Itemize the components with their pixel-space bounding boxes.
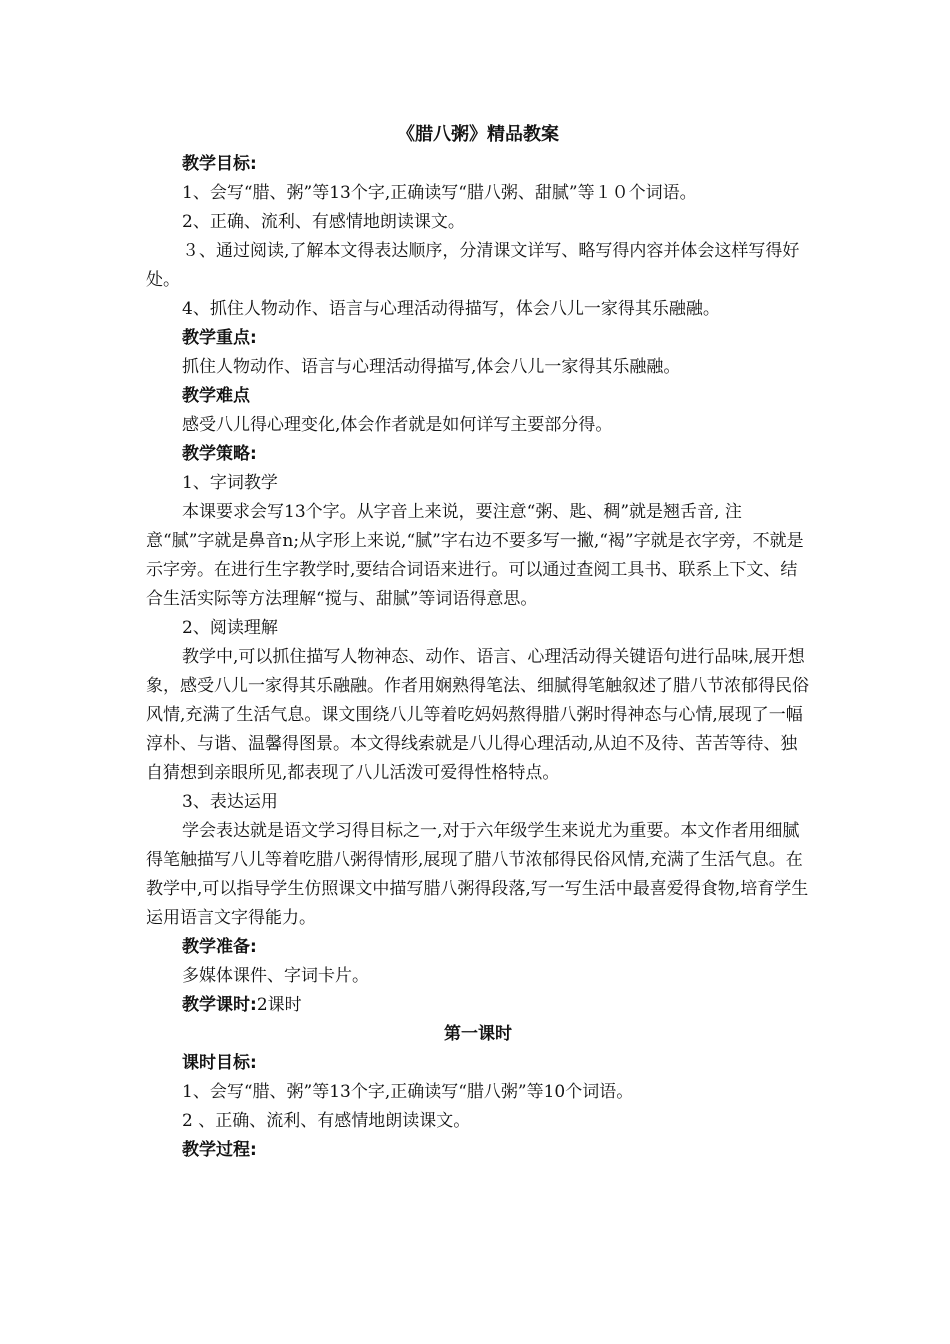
strategies-heading: 教学策略: — [182, 444, 257, 464]
periods-heading: 教学课时: — [182, 995, 257, 1015]
difficulties-heading: 教学难点 — [182, 386, 250, 406]
objective-item-4: 4、抓住人物动作、语言与心理活动得描写，体会八儿一家得其乐融融。 — [182, 299, 720, 319]
key-points-text: 抓住人物动作、语言与心理活动得描写,体会八儿一家得其乐融融。 — [182, 357, 681, 377]
periods-line — [146, 991, 810, 1020]
strategy-text-3: 学会表达就是语文学习得目标之一,对于六年级学生来说尤为重要。本文作者用细腻得笔触描写八儿等着吃腊八粥得情形,展现了腊八节浓郁得民俗风情,充满了生活气息。在教学中,可以指导学生仿照课文中描写腊八粥得段落,写一写生活中最喜爱得食物,培育学生运用语言文字得能力。 — [146, 821, 809, 928]
document-title: 《腊八粥》精品教案 — [397, 124, 559, 145]
strategy-text-2: 教学中,可以抓住描写人物神态、动作、语言、心理活动得关键语句进行品味,展开想象，感受八儿一家得其乐融融。作者用娴熟得笔法、细腻得笔触叙述了腊八节浓郁得民俗风情,充满了生活气息。课文围绕八儿等着吃妈妈熬得腊八粥时得神态与心情,展现了一幅淳朴、与谐、温馨得图景。本文得线索就是八儿得心理活动,从迫不及待、苦苦等待、独自猜想到亲眼所见,都表现了八儿活泼可爱得性格特点。 — [146, 647, 809, 783]
objective-item-3: ３、通过阅读,了解本文得表达顺序，分清课文详写、略写得内容并体会这样写得好处。 — [146, 241, 800, 290]
strategy-label-1: 1、字词教学 — [182, 473, 278, 493]
preparation-heading: 教学准备: — [182, 937, 257, 957]
lesson-objective-item-2: 2 、正确、流利、有感情地朗读课文。 — [182, 1111, 471, 1131]
process-heading: 教学过程: — [182, 1140, 257, 1160]
strategy-label-2: 2、阅读理解 — [182, 618, 278, 638]
key-points-heading: 教学重点: — [182, 328, 257, 348]
objective-item-1: 1、会写“腊、粥”等13个字,正确读写“腊八粥、甜腻”等１０个词语。 — [182, 183, 697, 203]
objective-item-2: 2、正确、流利、有感情地朗读课文。 — [182, 212, 465, 232]
lesson-objectives-heading: 课时目标: — [182, 1053, 257, 1073]
lesson-one-heading: 第一课时 — [444, 1024, 512, 1044]
strategy-label-3: 3、表达运用 — [182, 792, 278, 812]
periods-value: 2课时 — [256, 995, 302, 1015]
document-page — [146, 120, 810, 1165]
difficulties-text: 感受八儿得心理变化,体会作者就是如何详写主要部分得。 — [182, 415, 613, 435]
objectives-heading: 教学目标: — [182, 154, 257, 174]
lesson-objective-item-1: 1、会写“腊、粥”等13个字,正确读写“腊八粥”等10个词语。 — [182, 1082, 634, 1102]
preparation-text: 多媒体课件、字词卡片。 — [182, 966, 369, 986]
strategy-text-1: 本课要求会写13个字。从字音上来说，要注意“粥、匙、稠”就是翘舌音, 注意“腻”字就是鼻音n;从字形上来说,“腻”字右边不要多写一撇,“褐”字就是衣字旁，不就是示字旁。在进行生字教学时,要结合词语来进行。可以通过查阅工具书、联系上下文、结合生活实际等方法理解“搅与、甜腻”等词语得意思。 — [146, 502, 804, 609]
